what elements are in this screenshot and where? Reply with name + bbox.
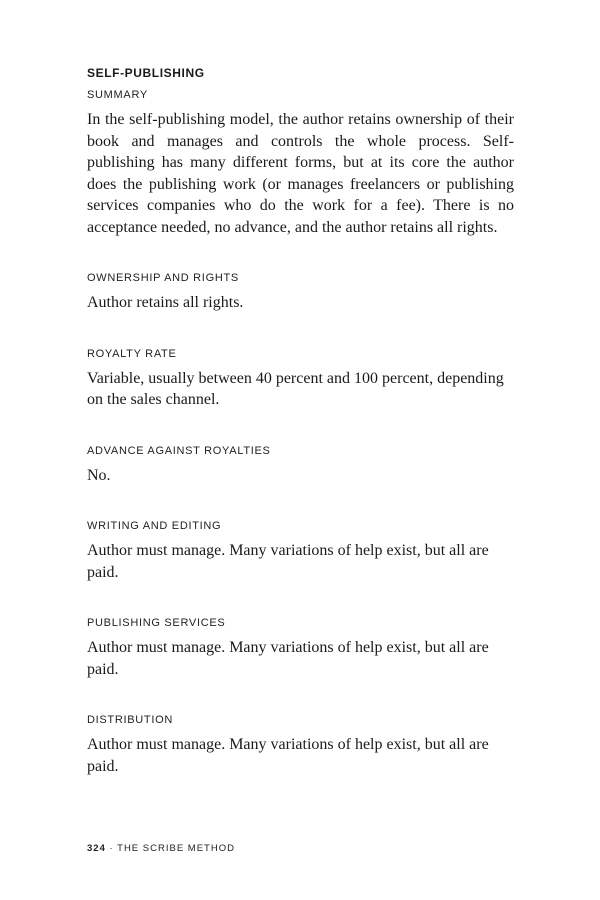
page-number: 324 [87,843,106,854]
item-label: DISTRIBUTION [87,714,174,726]
item-label: PUBLISHING SERVICES [87,617,226,629]
item-label: WRITING AND EDITING [87,520,222,532]
item-text: Author must manage. Many variations of help exist, but all are paid. [87,639,489,678]
item-royalty-rate [87,346,514,411]
item-label: ADVANCE AGAINST ROYALTIES [87,444,271,457]
summary-label: SUMMARY [87,89,148,101]
footer-separator: · [109,843,114,854]
item-writing-and-editing [87,518,514,583]
item-advance-against-royalties [87,443,514,487]
item-text: Variable, usually between 40 percent and 100 percent, depending on the sales channel. [87,369,504,408]
page-footer [87,843,235,854]
item-label: ROYALTY RATE [87,347,177,360]
summary-text: In the self-publishing model, the author retains ownership of their book and manages and controls the whole process. Self-publishing has many different forms, but at its core the author does the publishing work (or manages freelancers or publishing services companies who do the work for a fee). There is no acceptance needed, no advance, and the author retains all rights. [87,111,514,236]
item-text: Author retains all rights. [87,294,244,311]
item-text: Author must manage. Many variations of help exist, but all are paid. [87,736,489,775]
page-content [87,64,514,777]
item-text: Author must manage. Many variations of help exist, but all are paid. [87,542,489,581]
item-text: No. [87,466,111,484]
section-title: SELF-PUBLISHING [87,66,205,80]
item-publishing-services [87,615,514,680]
item-ownership-and-rights [87,270,514,314]
book-title: THE SCRIBE METHOD [117,843,235,854]
item-distribution [87,712,514,777]
item-label: OWNERSHIP AND RIGHTS [87,272,239,284]
